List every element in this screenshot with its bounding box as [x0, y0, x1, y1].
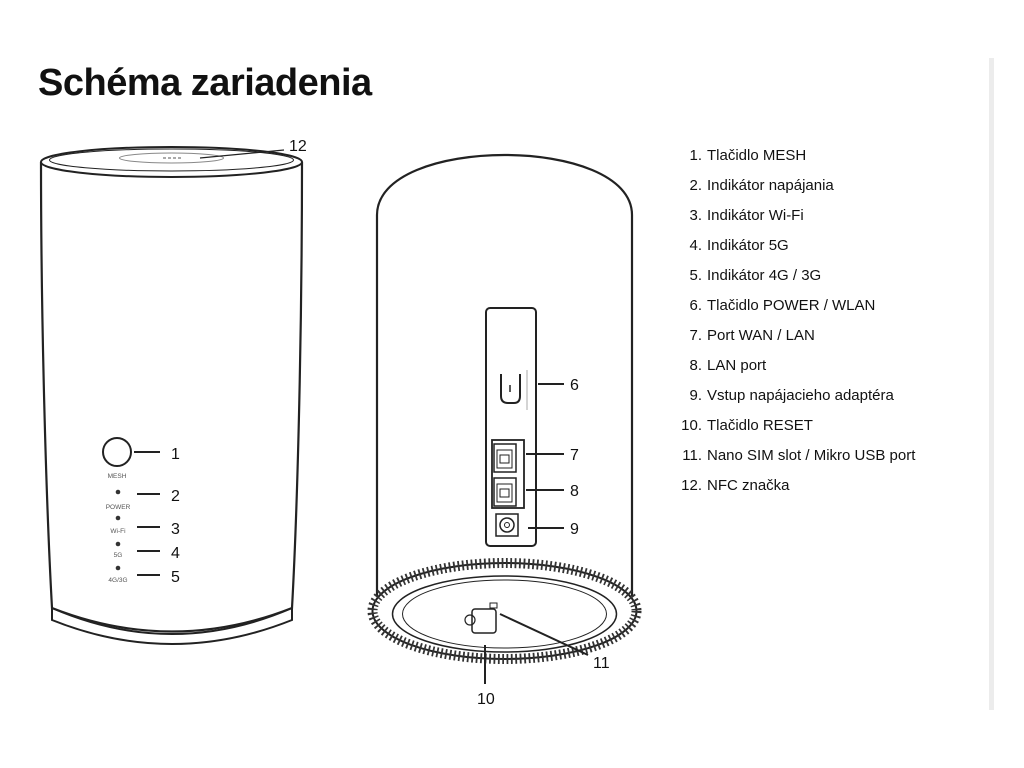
- legend-item: [668, 200, 915, 230]
- legend-label: LAN port: [707, 356, 767, 374]
- legend-item: [668, 470, 915, 500]
- legend-number: 7.: [689, 326, 702, 344]
- component-legend: [668, 140, 915, 500]
- legend-label: Indikátor 4G / 3G: [707, 266, 822, 284]
- legend-label: Indikátor Wi-Fi: [707, 206, 804, 224]
- legend-number: 12.: [681, 476, 702, 494]
- power-label: POWER: [105, 504, 131, 511]
- legend-item: [668, 380, 915, 410]
- legend-item: [668, 230, 915, 260]
- legend-item: [668, 320, 915, 350]
- legend-number: 6.: [689, 296, 702, 314]
- callout-10: 10: [477, 691, 495, 708]
- callout-4: 4: [171, 545, 180, 562]
- legend-item: [668, 140, 915, 170]
- callout-1: 1: [171, 446, 180, 463]
- callout-8: 8: [570, 483, 579, 500]
- callout-12: 12: [289, 138, 307, 155]
- legend-number: 8.: [689, 356, 702, 374]
- legend-number: 3.: [689, 206, 702, 224]
- legend-label: NFC značka: [707, 476, 790, 494]
- legend-label: Nano SIM slot / Mikro USB port: [707, 446, 916, 464]
- page-title: Schéma zariadenia: [38, 62, 372, 104]
- power-indicator: [116, 490, 121, 495]
- 5g-label: 5G: [113, 552, 123, 559]
- legend-item: [668, 170, 915, 200]
- legend-item: [668, 260, 915, 290]
- legend-number: 1.: [689, 146, 702, 164]
- legend-number: 2.: [689, 176, 702, 194]
- callout-3: 3: [171, 521, 180, 538]
- callout-6: 6: [570, 377, 579, 394]
- legend-label: Tlačidlo MESH: [707, 146, 807, 164]
- legend-number: 4.: [689, 236, 702, 254]
- legend-label: Port WAN / LAN: [707, 326, 815, 344]
- wifi-label: Wi-Fi: [110, 528, 126, 535]
- legend-label: Tlačidlo RESET: [707, 416, 813, 434]
- 4g-3g-indicator: [116, 566, 121, 571]
- legend-number: 10.: [681, 416, 702, 434]
- 5g-indicator: [116, 542, 121, 547]
- mesh-label: MESH: [107, 473, 127, 480]
- legend-label: Tlačidlo POWER / WLAN: [707, 296, 876, 314]
- legend-label: Indikátor 5G: [707, 236, 789, 254]
- legend-item: [668, 440, 915, 470]
- legend-item: [668, 290, 915, 320]
- 4g-3g-label: 4G/3G: [108, 577, 128, 584]
- legend-label: Vstup napájacieho adaptéra: [707, 386, 894, 404]
- wifi-indicator: [116, 516, 121, 521]
- legend-item: [668, 350, 915, 380]
- legend-label: Indikátor napájania: [707, 176, 834, 194]
- back-body: [377, 155, 632, 596]
- callout-2: 2: [171, 488, 180, 505]
- callout-5: 5: [171, 569, 180, 586]
- legend-number: 5.: [689, 266, 702, 284]
- callout-9: 9: [570, 521, 579, 538]
- legend-item: [668, 410, 915, 440]
- back-view: [373, 155, 637, 684]
- callout-11: 11: [593, 655, 610, 672]
- legend-number: 11.: [682, 446, 702, 464]
- callout-7: 7: [570, 447, 579, 464]
- legend-number: 9.: [689, 386, 702, 404]
